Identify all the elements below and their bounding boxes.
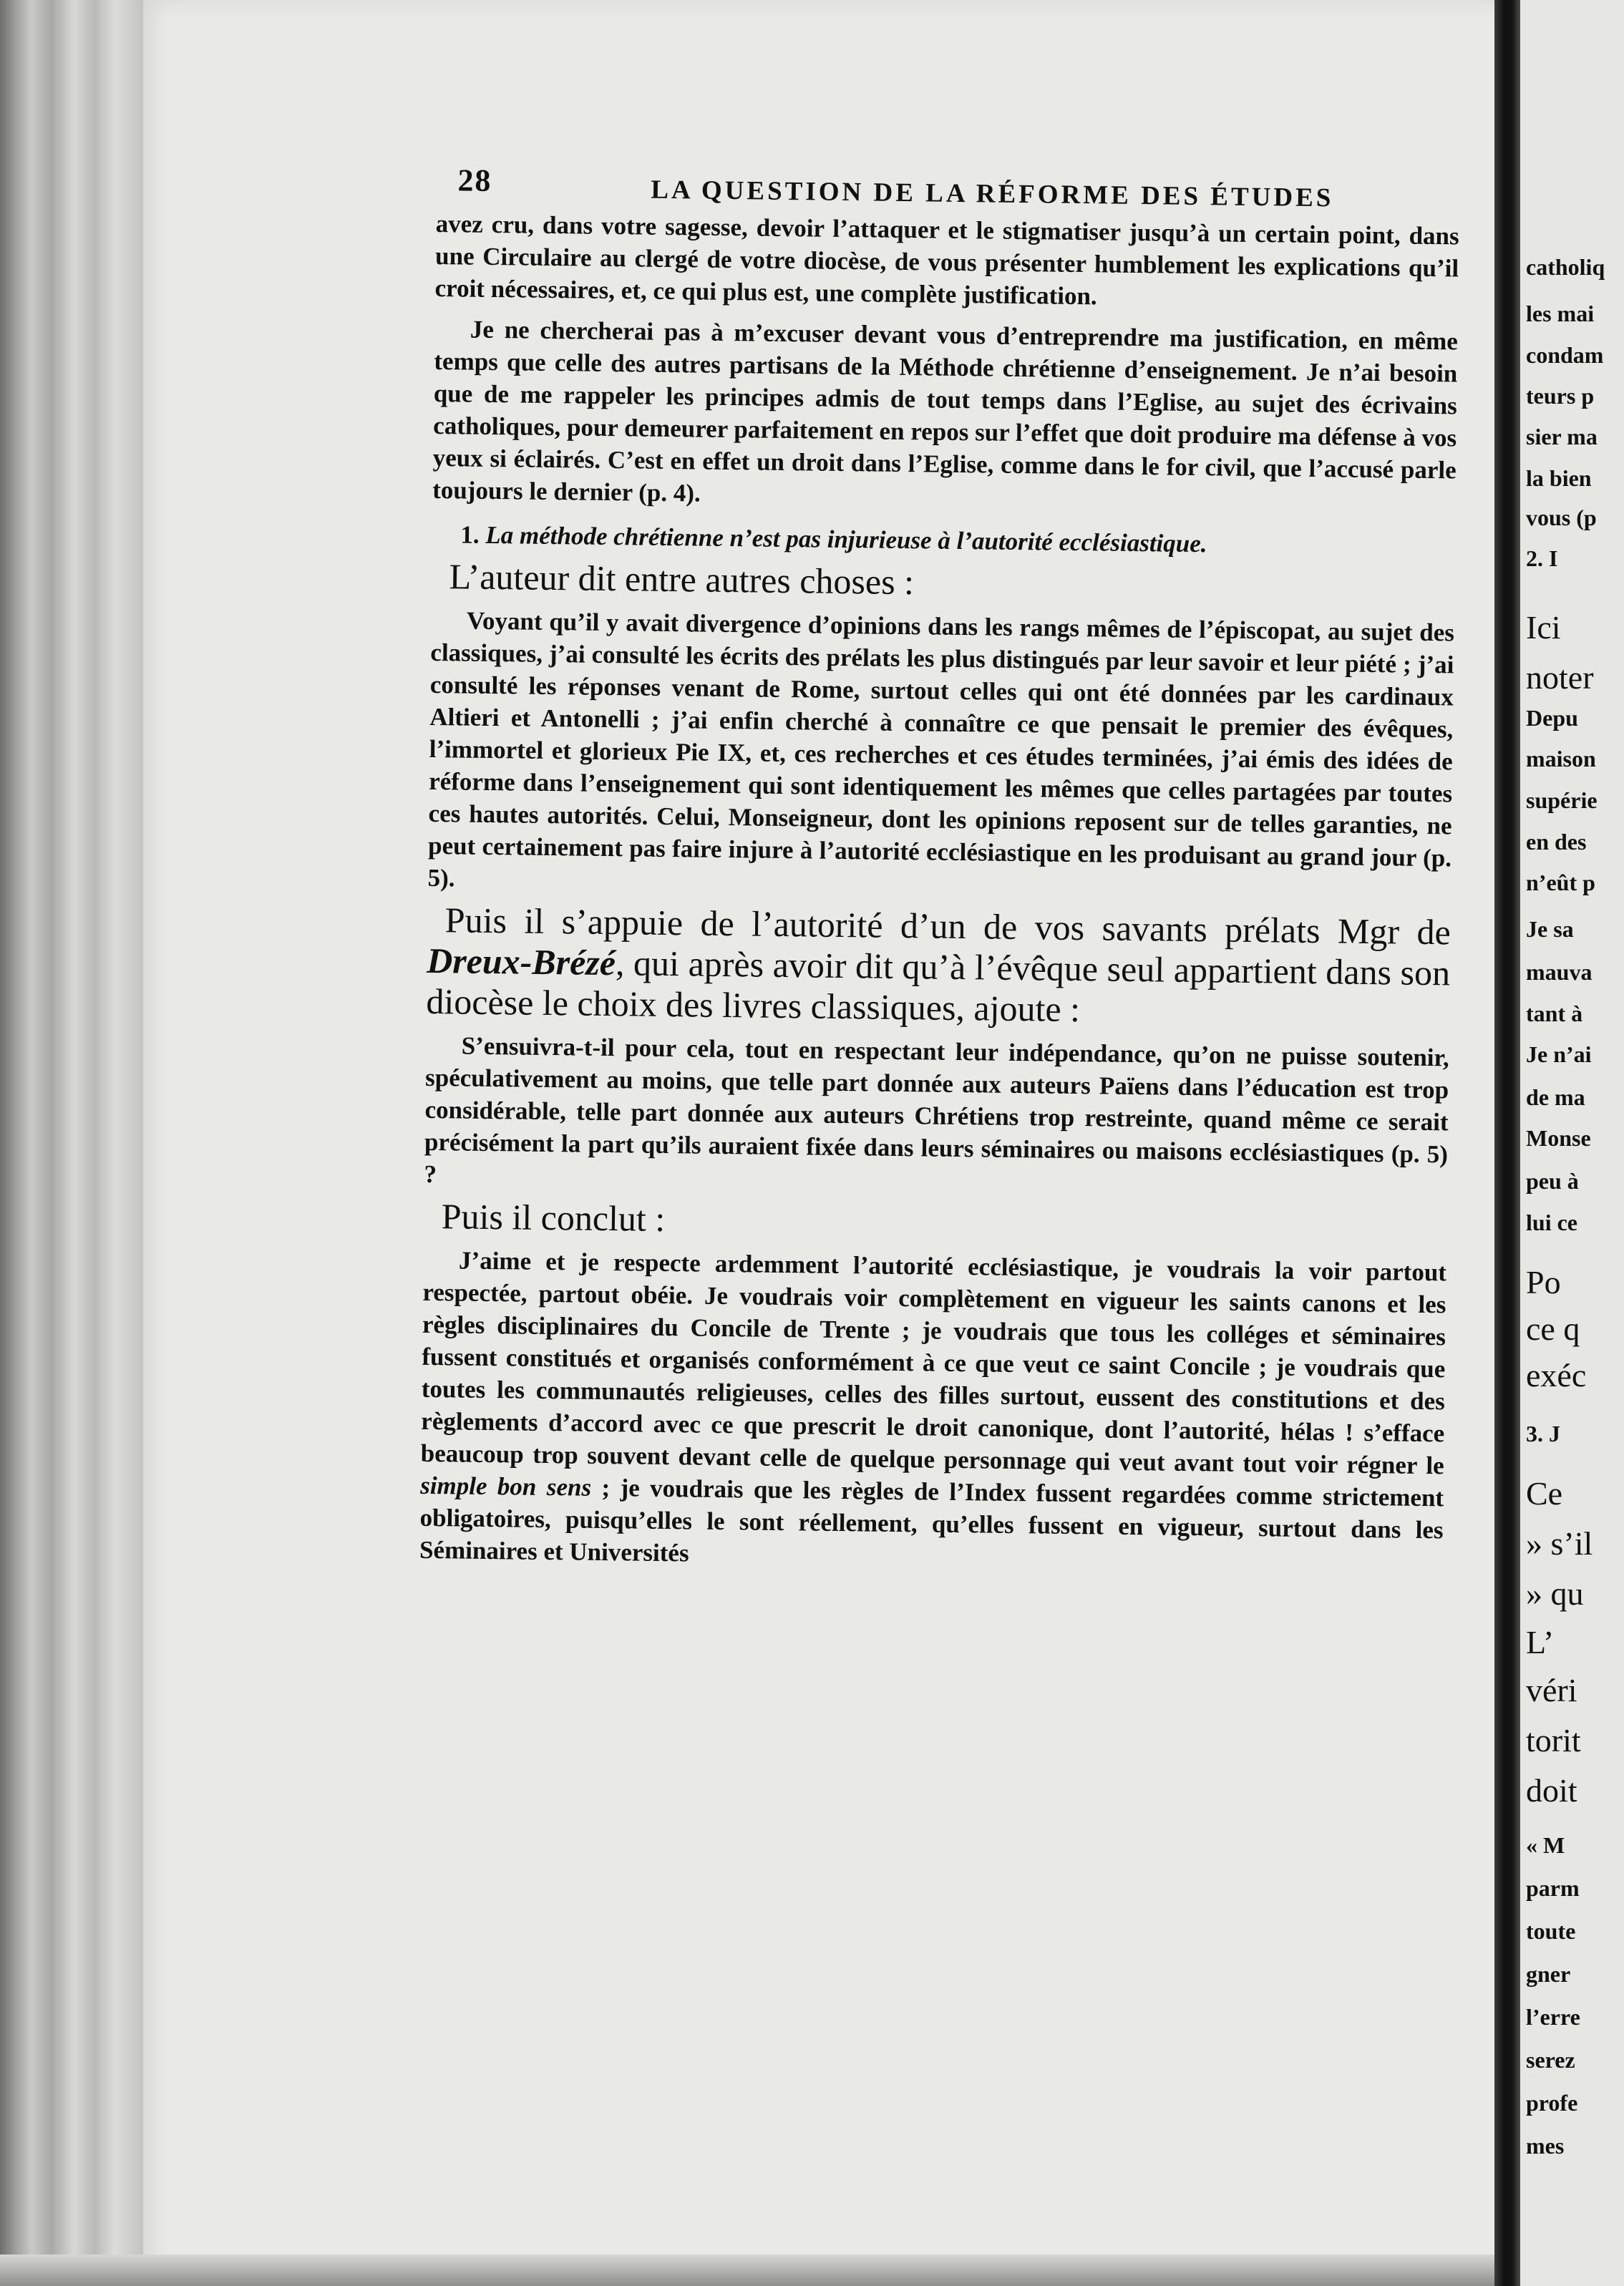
right-page-fragment: doit — [1526, 1772, 1577, 1809]
right-page-fragment: Je sa — [1526, 916, 1574, 942]
section-title: La méthode chrétienne n’est pas injurieuse à l’autorité ecclésiastique. — [485, 520, 1207, 558]
right-page-fragment: Po — [1526, 1264, 1561, 1300]
right-page-fragment: Monse — [1526, 1125, 1591, 1151]
right-page-fragment: peu à — [1526, 1168, 1579, 1194]
paragraph-4 — [426, 900, 1451, 1034]
right-page-fragment: serez — [1526, 2047, 1575, 2073]
right-page-fragment: Je n’ai — [1526, 1041, 1592, 1067]
right-page-fragment: toute — [1526, 1918, 1576, 1944]
text-column — [419, 150, 1460, 1584]
right-page-fragment: l’erre — [1526, 2004, 1580, 2030]
right-page-fragment: mes — [1526, 2133, 1565, 2159]
right-page-fragment: 3. J — [1526, 1421, 1560, 1446]
paragraph-3: L’auteur dit entre autres choses : — [449, 556, 915, 603]
book-gutter — [1494, 0, 1520, 2286]
paragraph-1: avez cru, dans votre sagesse, devoir l’attaquer et le stigmatiser jusqu’à un certain point, dans une Circulaire au clergé de votre diocèse, de vous présenter humblement les explications qu’il croit nécessaires, et, ce qui plus est, une complète justification. — [434, 209, 1459, 311]
right-page-fragment: L’ — [1526, 1624, 1555, 1660]
right-page-fragment: véri — [1526, 1672, 1577, 1708]
right-page-fragment: » s’il — [1526, 1525, 1593, 1562]
right-page-fragment: en des — [1526, 829, 1587, 855]
right-page-fragment: exéc — [1526, 1357, 1587, 1394]
running-title: LA QUESTION DE LA RÉFORME DES ÉTUDES — [651, 175, 1334, 213]
paragraph-5: Puis il conclut : — [441, 1196, 666, 1240]
right-page-fragment: la bien — [1526, 465, 1592, 491]
quote-3-text-b: ; je voudrais que les règles de l’Index fussent regardées comme strictement obligatoires, puisqu’elles le sont réellement, qu’elles fussent en vigueur, surtout dans les Séminaires et Universités — [419, 1473, 1444, 1567]
right-page-fragment: sier ma — [1526, 424, 1598, 449]
right-page-fragment: supérie — [1526, 787, 1598, 813]
quote-3-text-a: J’aime et je respecte ardemment l’autorité ecclésiastique, je voudrais la voir partout respectée, partout obéie. Je voudrais voir complètement en vigueur les saints canons et les règles disciplinaires du Concile de Trente ; je voudrais que tous les colléges et séminaires fussent constitués et organisés conformément à ce que veut ce saint Concile ; je voudrais que toutes les communautés religieuses, celles des filles surtout, eussent des constitutions et des règlements d’accord avec ce que prescrit le droit canonique, dont l’autorité, hélas ! s’efface beaucoup trop souvent devant celle de quelque personnage qui veut avant tout voir régner le — [420, 1246, 1447, 1480]
right-page-fragment: gner — [1526, 1961, 1571, 1987]
right-page-fragment: parm — [1526, 1875, 1580, 1901]
right-page-fragment: Depu — [1526, 705, 1578, 731]
right-page-fragment: maison — [1526, 746, 1596, 772]
book-edge-left — [0, 0, 143, 2286]
right-page-fragment: n’eût p — [1526, 870, 1595, 895]
right-page-fragment: ce q — [1526, 1310, 1580, 1347]
right-page-fragment: torit — [1526, 1722, 1581, 1759]
right-page-fragment: les mai — [1526, 301, 1595, 326]
right-page-fragment: condam — [1526, 342, 1604, 368]
right-page-fragment: teurs p — [1526, 383, 1595, 409]
quote-2: S’ensuivra-t-il pour cela, tout en respectant leur indépendance, qu’on ne puisse soutenir, spéculativement au moins, que telle part donnée aux auteurs Païens dans l’éducation est trop considérable, telle part donnée aux auteurs Chrétiens trop restreinte, quand même ce serait précisément la part qu’ils auraient fixée dans leurs séminaires ou maisons ecclésiastiques (p. 5) ? — [424, 1031, 1449, 1189]
section-number: 1. — [460, 520, 480, 549]
right-page-fragment: Ce — [1526, 1475, 1563, 1512]
prelate-name: Dreux-Brézé — [426, 940, 616, 983]
right-page-fragment: vous (p — [1526, 505, 1597, 530]
paragraph-4-text-a: Puis il s’appuie de l’autorité d’un de vos savants prélats Mgr de — [444, 900, 1452, 953]
quote-1: Voyant qu’il y avait divergence d’opinions dans les rangs mêmes de l’épiscopat, au sujet des classiques, j’ai consulté les écrits des prélats les plus distingués par leur savoir et leur piété ; j’ai consulté les réponses venant de Rome, surtout celles qui ont été données par les cardinaux Altieri et Antonelli ; j’ai enfin cherché à connaître ce que pensait le premier des évêques, l’immortel et glorieux Pie IX, et, ces recherches et ces études terminées, j’ai émis des idées de réforme dans l’enseignement qui sont identiquement les mêmes que celles partagées par toutes ces hautes autorités. Celui, Monseigneur, dont les opinions reposent sur de telles garanties, ne peut certainement pas faire injure à l’autorité ecclésiastique en les produisant au grand jour (p. 5). — [427, 606, 1455, 892]
right-page-fragment: tant à — [1526, 1001, 1583, 1026]
right-page-fragment: 2. I — [1526, 545, 1558, 571]
right-page-fragment: » qu — [1526, 1575, 1584, 1612]
right-page-fragment: mauva — [1526, 959, 1593, 985]
right-page-fragment: profe — [1526, 2090, 1578, 2116]
right-page-fragment: noter — [1526, 659, 1594, 696]
right-page-fragment: lui ce — [1526, 1210, 1577, 1235]
paragraph-4-text-b: , qui après avoir dit qu’à l’évêque seul appartient dans son diocèse le choix des livres classiques, ajoute : — [426, 943, 1451, 1030]
right-page-fragment: de ma — [1526, 1084, 1585, 1110]
paragraph-2: Je ne chercherai pas à m’excuser devant vous d’entreprendre ma justification, en même temps que celle des autres partisans de la Méthode chrétienne d’enseignement. Je n’ai besoin que de me rappeler les principes admis de tout temps dans l’Eglise, au sujet des écrivains catholiques, pour demeurer parfaitement en repos sur l’effet que doit produire ma défense à vos yeux si éclairés. C’est en effet un droit dans l’Eglise, comme dans le for civil, que l’accusé parle toujours le dernier (p. 4). — [432, 315, 1459, 507]
right-page-fragment: catholiq — [1526, 254, 1605, 280]
right-page-fragment: « M — [1526, 1832, 1565, 1858]
quote-3-italic: simple bon sens — [419, 1471, 592, 1502]
right-page-fragment: Ici — [1526, 609, 1561, 646]
page-bottom-edge — [0, 2255, 1494, 2286]
page-number: 28 — [457, 162, 492, 198]
right-page-partial — [1520, 0, 1624, 2286]
quote-3 — [419, 1244, 1446, 1578]
